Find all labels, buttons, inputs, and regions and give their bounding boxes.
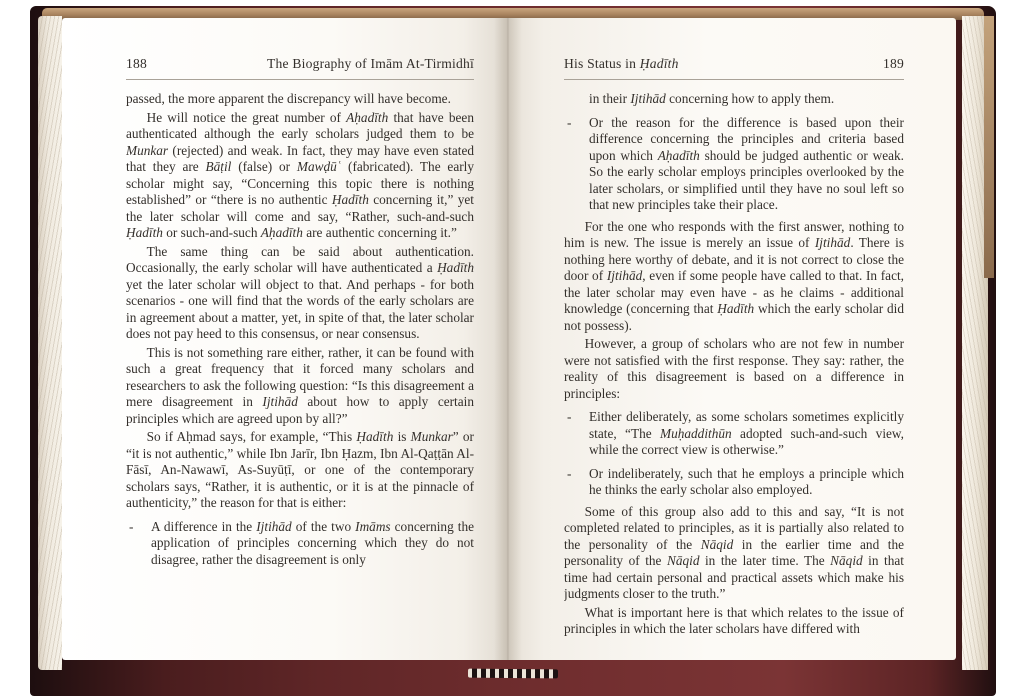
paragraph: So if Aḥmad says, for example, “This Ḥadīth is Munkar” or “it is not authentic,” while Ibn Jarīr, Ibn Ḥazm, Ibn Al-Qaṭṭān Al-Fāsī, An-Nawawī, As-Suyūṭī, or one of the contemporary scholars says, “Rather, it is authentic, or it is at the pinnacle of authenticity,” the reason for that is either: [126,429,474,510]
page-left [62,18,508,660]
left-running-header [126,56,474,80]
bullet-dash: - [129,518,134,534]
right-running-header [564,56,904,80]
right-header-title: His Status in Ḥadīth [564,56,679,71]
bullet-item: - Either deliberately, as some scholars sometimes explicitly state, “The Muḥaddithūn adopted such-and-such view, while the correct view is otherwise.” [567,409,904,457]
page-right-inner [564,56,904,650]
bullet-item: - A difference in the Ijtihād of the two Imāms concerning the application of principles concerning which they do not disagree, rather the disagreement is only [129,518,474,567]
bullet-item: - Or indeliberately, such that he employs a principle which he thinks the early scholar also employed. [567,465,904,497]
paragraph: Some of this group also add to this and say, “It is not completed related to principles, as it is partially also related to the personality of the Nāqid in the earlier time and the personality of the Nāqid in the later time. The Nāqid in that time had certain personal and practical assets which make his judgments closer to the truth.” [564,503,904,601]
left-page-body [126,91,474,568]
page-right [508,18,956,660]
bullet-item: - Or the reason for the difference is based upon their difference concerning the principles and criteria based upon which Aḥadīth should be judged authentic or weak. So the early scholar employs principles overlooked by the later scholars, or simplified until they have no soul left so that new principles take their place. [567,114,904,212]
right-page-stack-edge [962,16,988,670]
paragraph: However, a group of scholars who are not few in number were not satisfied with the first response. They say: rather, the reality of this disagreement is based on a difference in principles: [564,336,904,401]
page-left-inner [126,56,474,650]
paragraph: The same thing can be said about authentication. Occasionally, the early scholar will have authenticated a Ḥadīth yet the later scholar will object to that. And perhaps - for both scenarios - one will find that the words of the early scholars are in agreement about a matter, yet, in spite of that, the later scholar does not pay heed to this consensus, or near consensus. [126,243,474,341]
right-page-body [564,91,904,638]
bullet-dash: - [567,114,572,130]
paragraph: What is important here is that which relates to the issue of principles in which the later scholars have differed with [564,604,904,636]
spine-stitching [468,669,558,679]
left-page-stack-edge [38,16,62,670]
paragraph: For the one who responds with the first answer, nothing to him is new. The issue is merely an issue of Ijtihād. There is nothing here worthy of debate, and it is not correct to close the door of Ijtihād, even if some people have called to that. In fact, the later scholar may even have - as he claims - additional knowledge (concerning that Ḥadīth which the early scholar did not possess). [564,218,904,333]
paragraph: This is not something rare either, rather, it can be found with such a great frequency that it forced many scholars and researchers to ask the following question: “Is this disagreement a mere disagreement in Ijtihād about how to apply certain principles which are agreed upon by all?” [126,344,474,426]
bullet-dash: - [567,465,572,481]
right-page-number: 189 [883,56,904,71]
left-header-title: The Biography of Imām At-Tirmidhī [267,56,474,71]
paragraph: He will notice the great number of Aḥadīth that have been authenticated although the early scholars judged them to be Munkar (rejected) and weak. In fact, they may have even stated that they are Bāṭil (false) or Mawḍūʿ (fabricated). The early scholar might say, “Concerning this topic there is nothing established” or “there is no authentic Ḥadīth concerning it,” yet the later scholar will come and say, “Rather, such-and-such Ḥadīth or such-and-such Aḥadīth are authentic concerning it.” [126,109,474,240]
paragraph: in their Ijtihād concerning how to apply them. [589,91,835,106]
paragraph: passed, the more apparent the discrepancy will have become. [126,91,451,106]
bullet-dash: - [567,409,572,424]
left-page-number: 188 [126,56,147,71]
